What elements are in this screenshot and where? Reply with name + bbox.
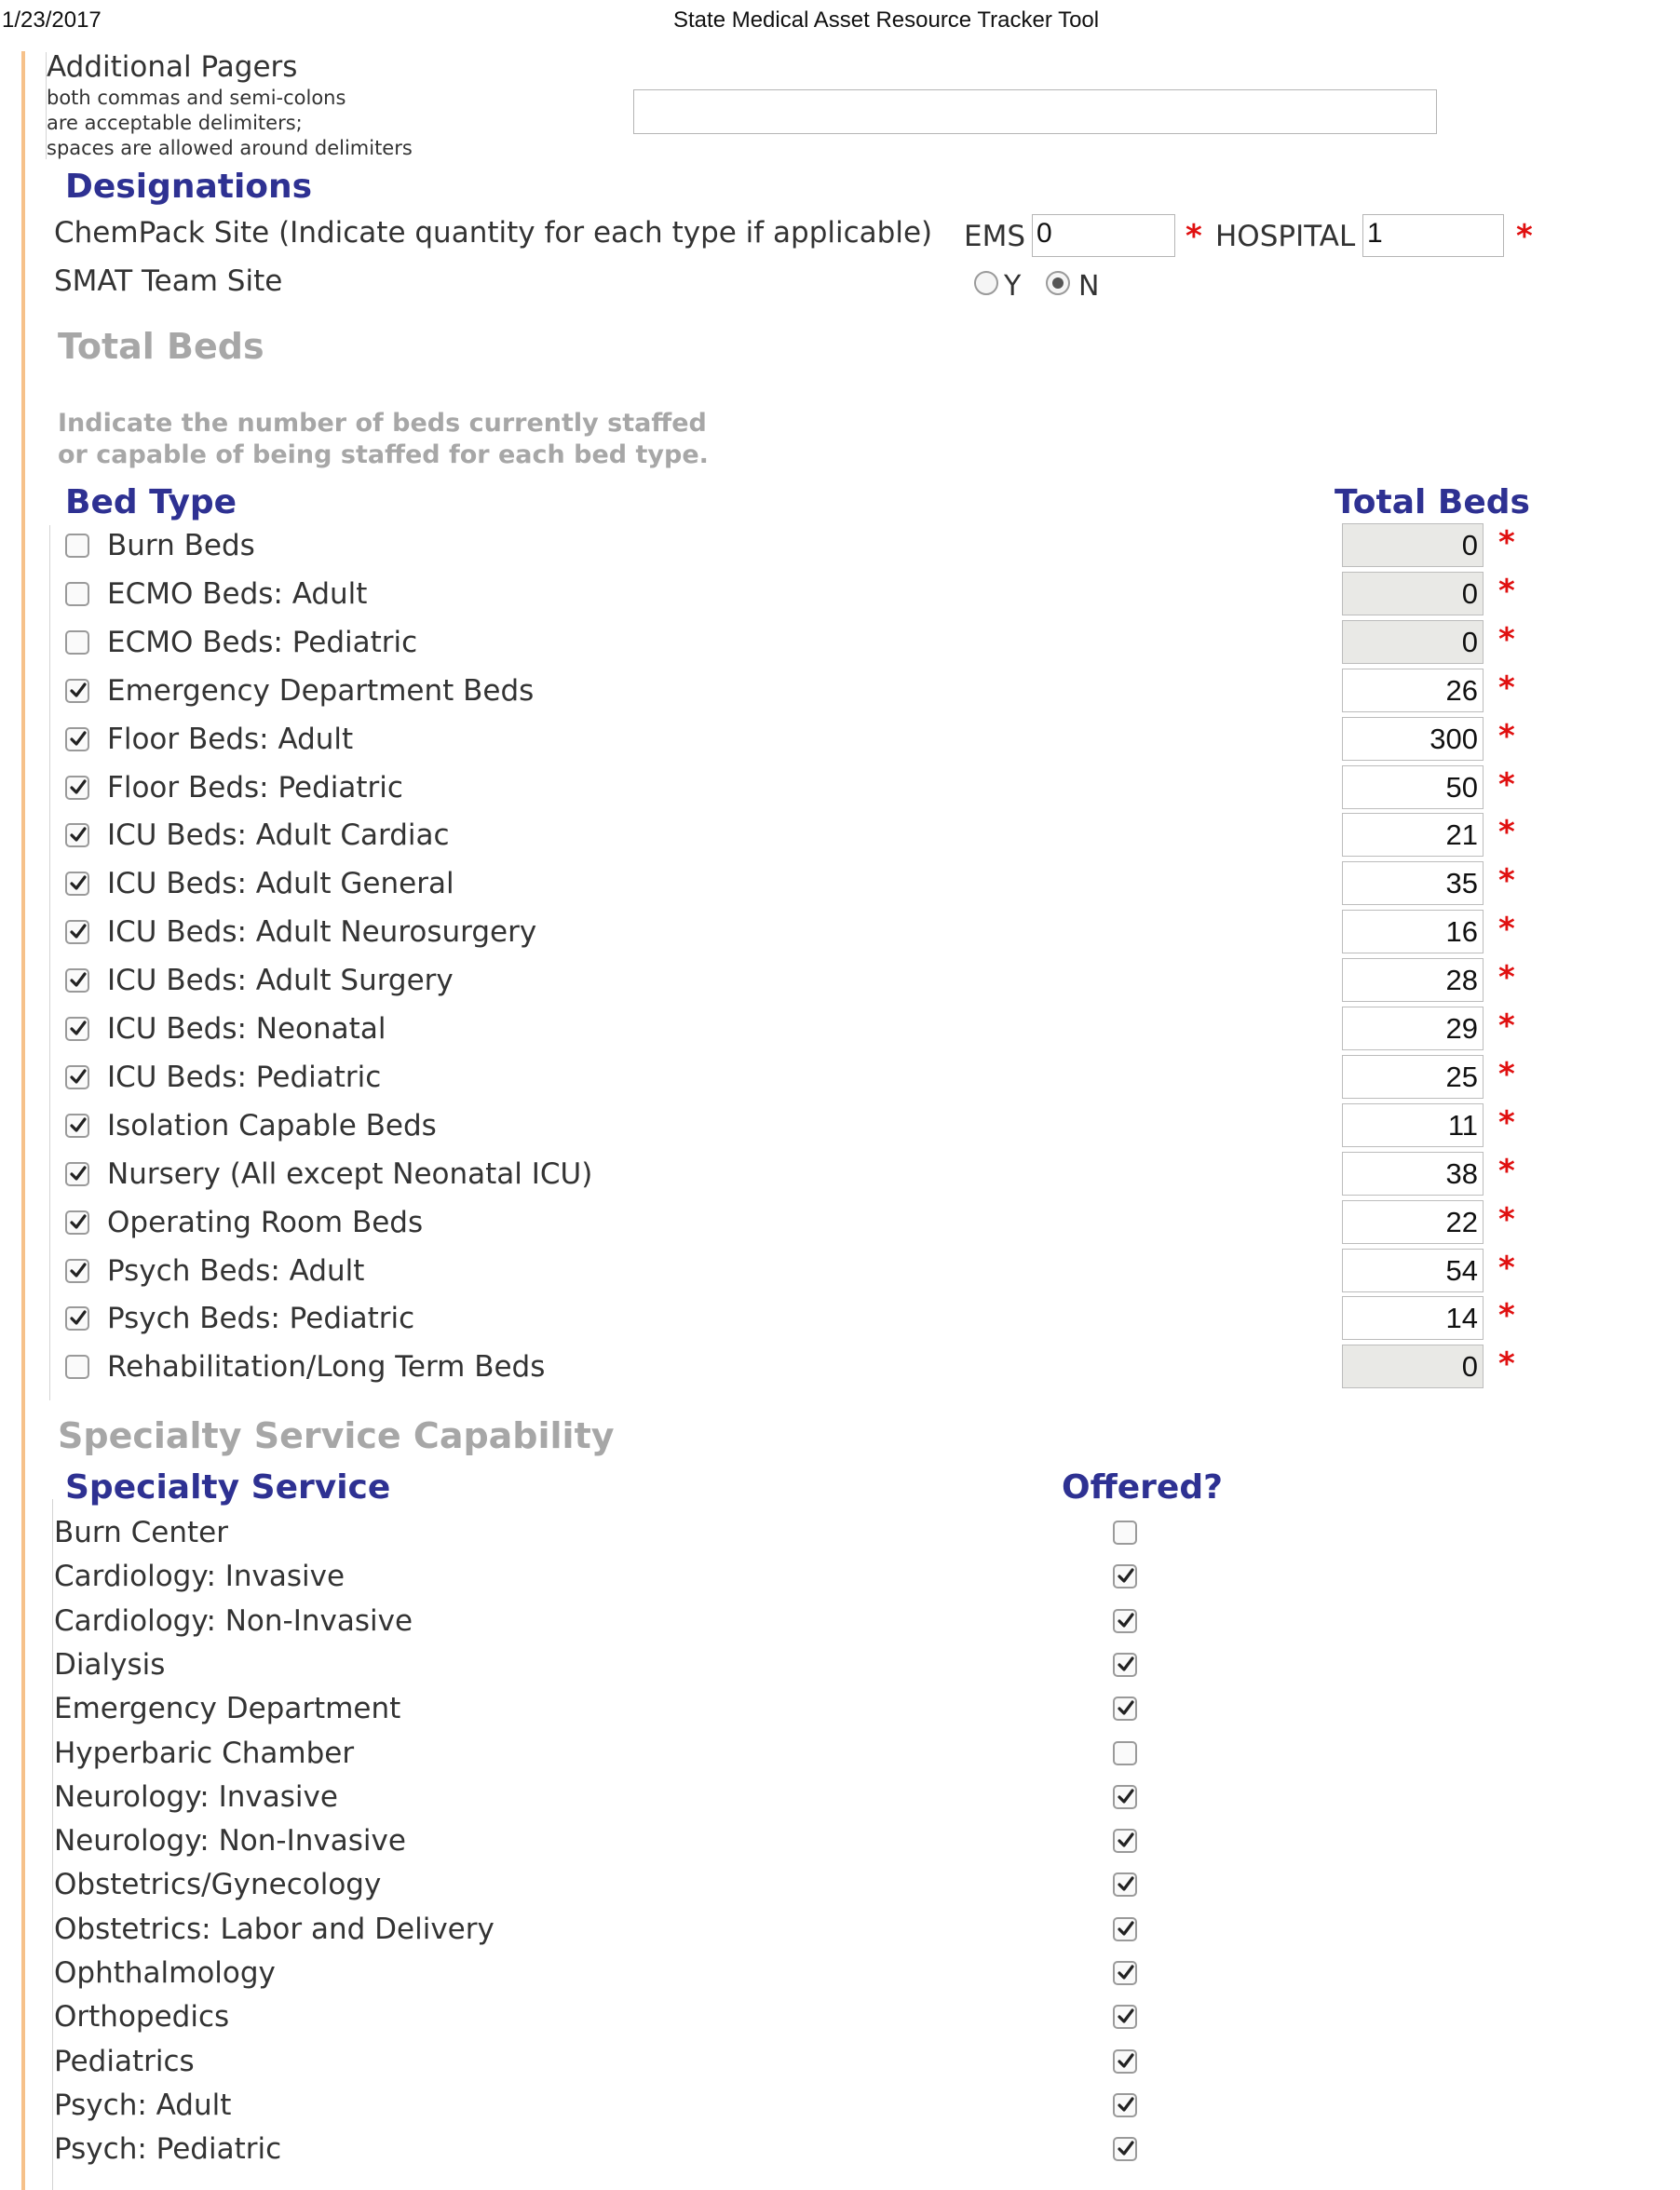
bed-type-label: Operating Room Beds [107,1205,424,1239]
total-beds-title: Total Beds [58,326,264,367]
ems-label: EMS [964,220,1026,253]
total-beds-input[interactable]: 35 [1342,861,1484,905]
total-beds-column-header: Total Beds [1335,483,1530,521]
bed-type-checkbox[interactable] [65,968,89,993]
bed-type-checkbox[interactable] [65,1306,89,1331]
required-mark: * [1498,1200,1515,1238]
bed-type-label: Burn Beds [107,529,255,562]
specialty-service-label: Pediatrics [54,2044,195,2078]
offered-checkbox[interactable] [1113,1697,1137,1721]
bed-type-label: Nursery (All except Neonatal ICU) [107,1156,593,1191]
designations-heading: Designations [65,168,313,206]
total-beds-input[interactable]: 21 [1342,813,1484,857]
bed-type-label: ECMO Beds: Pediatric [107,625,418,659]
bed-type-checkbox[interactable] [65,1114,89,1138]
required-mark: * [1498,620,1515,658]
offered-checkbox[interactable] [1113,1829,1137,1853]
total-beds-input: 0 [1342,1345,1484,1388]
required-mark: * [1498,765,1515,804]
bed-type-checkbox[interactable] [65,823,89,847]
required-mark: * [1498,1249,1515,1287]
bed-type-label: Floor Beds: Pediatric [107,770,403,804]
required-mark: * [1498,717,1515,755]
total-beds-input: 0 [1342,620,1484,664]
beds-divider [49,525,50,1400]
bed-type-label: Rehabilitation/Long Term Beds [107,1350,546,1385]
offered-checkbox[interactable] [1113,1653,1137,1677]
total-beds-input[interactable]: 25 [1342,1055,1484,1099]
bed-type-label: ICU Beds: Adult General [107,867,454,901]
bed-type-checkbox[interactable] [65,1065,89,1089]
specialty-service-label: Cardiology: Non-Invasive [54,1603,413,1638]
bed-type-checkbox[interactable] [65,872,89,896]
chempack-label: ChemPack Site (Indicate quantity for each type if applicable) [54,216,933,250]
offered-checkbox[interactable] [1113,1961,1137,1985]
specialty-service-label: Emergency Department [54,1692,401,1726]
bed-type-checkbox[interactable] [65,1259,89,1283]
required-mark: * [1498,814,1515,852]
total-beds-input: 0 [1342,572,1484,615]
pagers-input[interactable] [633,89,1437,134]
required-mark: * [1498,572,1515,610]
offered-checkbox[interactable] [1113,2137,1137,2161]
print-date: 1/23/2017 [2,7,102,33]
offered-checkbox[interactable] [1113,1741,1137,1765]
specialty-service-column-header: Specialty Service [65,1468,391,1507]
left-accent-rule [21,51,25,2190]
ems-quantity-input[interactable]: 0 [1032,214,1175,257]
total-beds-input[interactable]: 14 [1342,1296,1484,1340]
bed-type-label: Psych Beds: Pediatric [107,1302,415,1336]
offered-checkbox[interactable] [1113,2049,1137,2074]
required-mark: * [1498,1007,1515,1045]
bed-type-checkbox[interactable] [65,582,89,606]
offered-checkbox[interactable] [1113,2005,1137,2029]
bed-type-label: ICU Beds: Pediatric [107,1060,382,1094]
bed-type-checkbox[interactable] [65,1017,89,1041]
total-beds-input[interactable]: 38 [1342,1152,1484,1196]
total-beds-note [58,408,709,471]
smat-label: SMAT Team Site [54,264,283,298]
bed-type-label: ICU Beds: Adult Surgery [107,964,454,998]
pagers-help [47,86,413,161]
smat-yes-label: Y [1004,270,1022,303]
total-beds-input[interactable]: 16 [1342,910,1484,953]
hospital-label: HOSPITAL [1215,220,1356,253]
bed-type-checkbox[interactable] [65,679,89,703]
offered-checkbox[interactable] [1113,1917,1137,1941]
required-mark: * [1498,911,1515,949]
total-beds-input[interactable]: 300 [1342,717,1484,761]
bed-type-label: ICU Beds: Adult Neurosurgery [107,915,537,950]
offered-checkbox[interactable] [1113,1521,1137,1545]
required-mark: * [1498,1152,1515,1190]
total-beds-input[interactable]: 54 [1342,1249,1484,1292]
specialty-service-label: Obstetrics: Labor and Delivery [54,1912,495,1946]
smat-no-label: N [1078,270,1100,303]
total-beds-input[interactable]: 22 [1342,1200,1484,1244]
offered-checkbox[interactable] [1113,2093,1137,2117]
specialty-service-label: Dialysis [54,1647,166,1682]
bed-type-column-header: Bed Type [65,483,237,521]
hospital-required-mark: * [1516,218,1533,255]
specialty-service-label: Neurology: Non-Invasive [54,1824,406,1859]
bed-type-checkbox[interactable] [65,727,89,751]
offered-checkbox[interactable] [1113,1564,1137,1588]
smat-yes-radio[interactable] [974,271,998,295]
total-beds-note-line: or capable of being staffed for each bed type. [58,440,709,469]
specialty-service-label: Ophthalmology [54,1956,276,1990]
specialty-divider [52,1499,53,2190]
bed-type-checkbox[interactable] [65,1210,89,1235]
total-beds-input[interactable]: 50 [1342,765,1484,809]
required-mark: * [1498,959,1515,997]
total-beds-input[interactable]: 26 [1342,669,1484,712]
specialty-service-label: Cardiology: Invasive [54,1560,345,1594]
bed-type-checkbox[interactable] [65,630,89,655]
offered-checkbox[interactable] [1113,1609,1137,1633]
bed-type-label: ICU Beds: Adult Cardiac [107,818,450,853]
print-title: State Medical Asset Resource Tracker Tool [673,7,1100,33]
bed-type-label: ECMO Beds: Adult [107,576,368,611]
specialty-title: Specialty Service Capability [58,1415,615,1456]
total-beds-input[interactable]: 28 [1342,958,1484,1002]
bed-type-label: Psych Beds: Adult [107,1253,365,1288]
pagers-help-line: both commas and semi-colons [47,87,346,109]
specialty-service-label: Psych: Adult [54,2088,232,2122]
total-beds-input[interactable]: 29 [1342,1007,1484,1050]
specialty-service-label: Psych: Pediatric [54,2132,282,2167]
specialty-service-label: Hyperbaric Chamber [54,1736,355,1770]
bed-type-checkbox[interactable] [65,1355,89,1379]
offered-checkbox[interactable] [1113,1785,1137,1809]
smat-no-radio[interactable] [1046,271,1070,295]
required-mark: * [1498,1297,1515,1335]
specialty-service-label: Neurology: Invasive [54,1779,338,1814]
bed-type-checkbox[interactable] [65,920,89,944]
offered-checkbox[interactable] [1113,1872,1137,1897]
pagers-help-line: spaces are allowed around delimiters [47,137,413,159]
offered-column-header: Offered? [1062,1468,1224,1507]
required-mark: * [1498,862,1515,900]
bed-type-checkbox[interactable] [65,534,89,558]
required-mark: * [1498,1345,1515,1384]
pagers-label: Additional Pagers [47,50,298,84]
required-mark: * [1498,524,1515,561]
pagers-help-line: are acceptable delimiters; [47,112,303,134]
specialty-service-label: Orthopedics [54,2000,230,2035]
bed-type-label: Floor Beds: Adult [107,722,354,756]
specialty-service-label: Burn Center [54,1516,228,1549]
bed-type-label: Emergency Department Beds [107,673,535,708]
ems-required-mark: * [1185,218,1202,255]
bed-type-checkbox[interactable] [65,776,89,800]
required-mark: * [1498,1055,1515,1093]
bed-type-label: Isolation Capable Beds [107,1108,437,1142]
total-beds-input: 0 [1342,523,1484,567]
required-mark: * [1498,669,1515,707]
required-mark: * [1498,1103,1515,1142]
total-beds-note-line: Indicate the number of beds currently staffed [58,409,707,438]
bed-type-checkbox[interactable] [65,1162,89,1186]
hospital-quantity-input[interactable]: 1 [1362,214,1504,257]
total-beds-input[interactable]: 11 [1342,1103,1484,1147]
bed-type-label: ICU Beds: Neonatal [107,1012,386,1046]
specialty-service-label: Obstetrics/Gynecology [54,1868,382,1902]
